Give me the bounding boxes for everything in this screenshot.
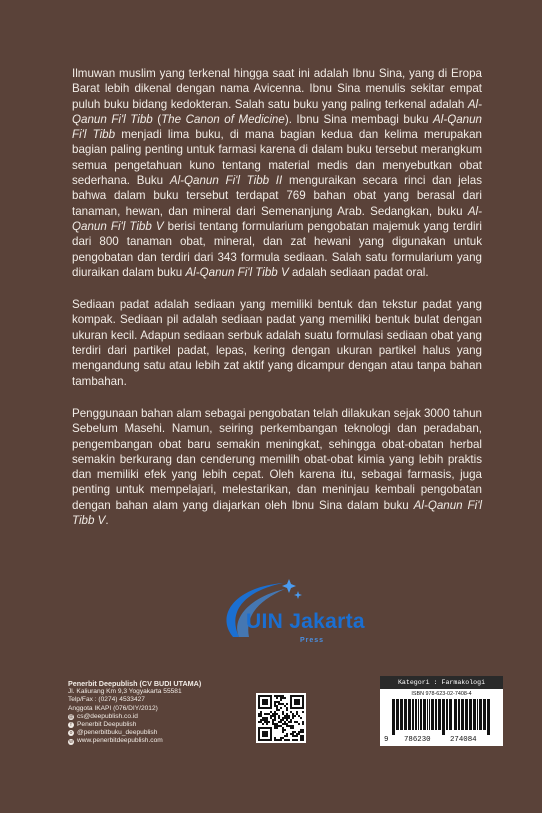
book-title-italic: Al-Qanun Fi'l Tibb V: [72, 498, 482, 528]
paragraph-text: Sediaan padat adalah sediaan yang memiliki bentuk dan tekstur padat yang kompak. Sediaan pil adalah sediaan padat yang memiliki bentuk bulat dengan ukuran kecil. Adapun sediaan serbuk adalah suatu formulasi sediaan obat yang terdiri dari partikel padat, lepas, kering dengan ukuran partikel halus yang mengandung satu atau lebih zat aktif yang dicampur dengan atau tanpa bahan tambahan.: [72, 298, 482, 388]
category-label: Kategori : Farmakologi: [380, 676, 503, 689]
publisher-phone: Telp/Fax : (0274) 4533427: [68, 696, 145, 704]
publisher-contacts: [68, 713, 201, 746]
blurb-paragraph-1: [72, 66, 482, 280]
book-title-italic: Al-Qanun Fi'l Tibb II: [169, 174, 283, 188]
logo-sub: Press: [300, 637, 325, 644]
barcode-digit-1: 9: [384, 736, 389, 744]
book-title-italic: Al-Qanun Fi'l Tibb: [72, 112, 483, 142]
qr-code: [256, 693, 306, 743]
paragraph-text: menguraikan secara rinci dan jelas bahwa dalam buku tersebut terdapat 769 bahan obat yang berasal dari tanaman, hewan, dan mineral dari Semenanjung Arab. Sedangkan, buku: [72, 174, 482, 218]
contact-row: [68, 713, 201, 721]
blurb-paragraph-2: [72, 297, 482, 389]
contact-row: [68, 729, 201, 737]
paragraph-text: (: [152, 112, 162, 126]
publisher-ikapi: Anggota IKAPI (076/DIY/2012): [68, 704, 158, 712]
contact-text: cs@deepublish.co.id: [77, 712, 138, 720]
book-title-italic: Al-Qanun Fi'l Tibb: [72, 97, 482, 126]
publisher-info: [68, 680, 201, 746]
paragraph-text: Penggunaan bahan alam sebagai pengobatan telah dilakukan sejak 3000 tahun Sebelum Masehi. Namun, seiring perkembangan teknologi dan peradaban, pengembangan obat baru semakin meningkat, sehingga obat-obatan herbal semakin berkurang dan cenderung memilih obat-obat kimia yang lebih praktis dan memiliki efek yang lebih cepat. Oleh karena itu, sebagai farmasis, juga penting untuk mempelajari, melestarikan, dan meninjau kembali pengobatan dengan bahan alam yang diajarkan oleh Ibnu Sina dalam buku: [72, 406, 482, 512]
contact-text: Penerbit Deepublish: [77, 721, 137, 729]
book-title-italic: The Canon of Medicine: [161, 112, 285, 126]
paragraph-text: adalah sediaan padat oral.: [288, 265, 429, 279]
book-title-italic: Al-Qanun Fi'l Tibb V: [72, 204, 482, 233]
book-title-italic: Al-Qanun Fi'l Tibb V: [185, 265, 289, 279]
paragraph-text: berisi tentang formularium pengobatan majemuk yang terdiri dari 800 tanaman obat, mineral, dan zat hewani yang digunakan untuk pengobatan dan terdiri dari 343 formula sediaan. Salah satu formularium yang diuraikan dalam buku: [72, 219, 482, 279]
paragraph-text: .: [105, 514, 109, 528]
contact-text: @penerbitbuku_deepublish: [77, 729, 158, 737]
barcode-group-1: 786230: [404, 736, 431, 744]
contact-text: www.penerbitdeepublish.com: [77, 737, 163, 745]
instagram-icon: o: [69, 730, 73, 737]
logo-name: UIN Jakarta: [246, 610, 365, 633]
publisher-name: Penerbit Deepublish (CV BUDI UTAMA): [68, 679, 202, 688]
contact-row: [68, 721, 201, 729]
publisher-address: Jl. Kaliurang Km 9,3 Yogyakarta 55581: [68, 688, 182, 696]
isbn-barcode-box: [380, 676, 503, 746]
globe-icon: w: [69, 738, 73, 745]
blurb-paragraph-3: [72, 406, 482, 528]
paragraph-text: ). Ibnu Sina membagi buku: [284, 112, 434, 126]
barcode-bars: [390, 699, 494, 735]
isbn-text: ISBN 978-623-02-7408-4: [411, 691, 472, 697]
paragraph-text: menjadi lima buku, di mana bagian kedua dan kelima merupakan bagian paling penting untuk farmasi karena di dalam buku tersebut merangkum semua pengetahuan kuno tentang material medis dan menyebutkan obat sederhana. Buku: [72, 128, 482, 188]
paragraph-text: Ilmuwan muslim yang terkenal hingga saat ini adalah Ibnu Sina, yang di Eropa Barat lebih dikenal dengan nama Avicenna. Ibnu Sina menulis sekitar empat puluh buku bidang kedokteran. Salah satu buku yang paling terkenal adalah: [72, 67, 482, 111]
email-icon: @: [68, 713, 74, 720]
facebook-icon: f: [68, 722, 74, 728]
uin-jakarta-logo: [246, 610, 365, 644]
back-cover-blurb: [72, 66, 482, 545]
barcode-group-2: 274084: [450, 736, 477, 744]
contact-row: [68, 737, 201, 745]
